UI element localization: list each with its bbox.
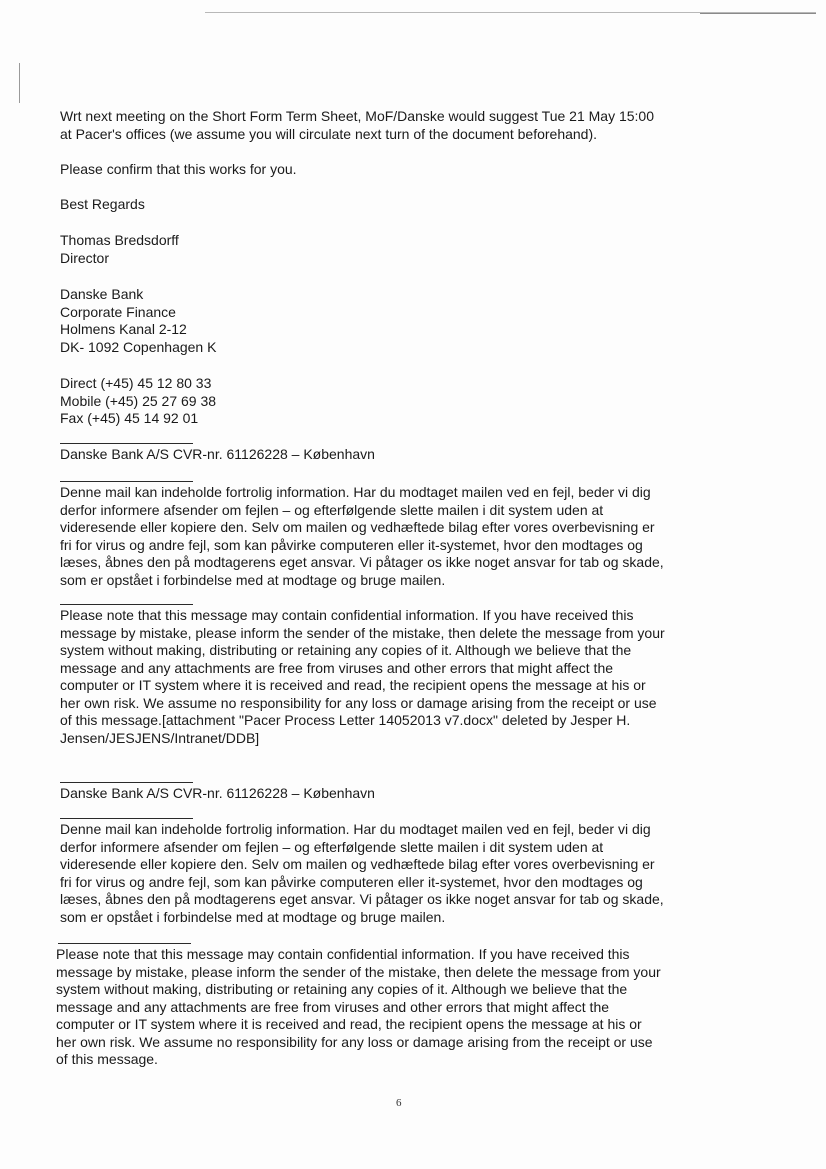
text-line: message and any attachments are free from viruses and other errors that might affect the — [60, 659, 614, 676]
signature-title: Director — [60, 249, 110, 266]
text-line: som er opstået i forbindelse med at modtage og bruge mailen. — [60, 571, 446, 588]
text-line: system without making, distributing or retaining any copies of it. Although we believe that the — [56, 981, 628, 997]
confirm-paragraph — [60, 161, 297, 179]
danish-disclaimer — [60, 821, 664, 926]
english-disclaimer — [60, 607, 665, 747]
text-line: message and any attachments are free from viruses and other errors that might affect the — [56, 998, 610, 1015]
text-line: message by mistake, please inform the sender of the mistake, then delete the message from your — [56, 963, 661, 980]
text-line: videresende eller kopiere den. Selv om mailen og vedhæftede bilag efter vores overbevisning er — [60, 519, 655, 535]
phone-line: Direct (+45) 45 12 80 33 — [60, 375, 212, 391]
scan-artifact-mark — [19, 63, 20, 103]
signature — [60, 232, 179, 267]
company-line — [60, 446, 375, 464]
text-line: computer or IT system where it is received and read, the recipient opens the message at his or — [56, 1016, 642, 1032]
page-number: 6 — [396, 1097, 402, 1109]
text-line: fri for virus og andre fejl, som kan påvirke computeren eller it-systemet, hvor den modtages og — [60, 873, 643, 890]
text-line: computer or IT system where it is received and read, the recipient opens the message at his or — [60, 677, 646, 693]
address-line: Danske Bank — [60, 286, 144, 302]
intro-paragraph — [60, 108, 654, 143]
separator-rule — [60, 782, 193, 783]
phone-block — [60, 375, 216, 428]
text-line: Please confirm that this works for you. — [60, 161, 297, 177]
text-line: derfor informere afsender om fejlen – og efterfølgende slette mailen i dit system uden at — [60, 838, 604, 855]
text-line: som er opstået i forbindelse med at modtage og bruge mailen. — [60, 908, 446, 925]
text-line: message by mistake, please inform the sender of the mistake, then delete the message from your — [60, 624, 665, 641]
address-line: DK- 1092 Copenhagen K — [60, 338, 217, 355]
scan-artifact-line — [700, 13, 816, 14]
text-line: fri for virus og andre fejl, som kan påvirke computeren eller it-systemet, hvor den modtages og — [60, 536, 643, 553]
text-line: læses, åbnes den på modtagerens eget ansvar. Vi påtager os ikke noget ansvar for tab og skade, — [60, 891, 664, 907]
danish-disclaimer — [60, 484, 664, 589]
text-line: Please note that this message may contain confidential information. If you have received this — [60, 607, 634, 623]
closing — [60, 196, 145, 214]
text-line: Danske Bank A/S CVR-nr. 61126228 – København — [60, 446, 375, 462]
signature-name: Thomas Bredsdorff — [60, 232, 179, 248]
text-line: of this message. — [56, 1051, 158, 1067]
separator-rule — [60, 604, 193, 605]
text-line: læses, åbnes den på modtagerens eget ansvar. Vi påtager os ikke noget ansvar for tab og skade, — [60, 554, 664, 570]
text-line: Danske Bank A/S CVR-nr. 61126228 – København — [60, 785, 375, 801]
text-line: Jensen/JESJENS/Intranet/DDB] — [60, 729, 260, 746]
text-line: Denne mail kan indeholde fortrolig information. Har du modtaget mailen ved en fejl, beder vi dig — [60, 821, 651, 837]
text-line: Wrt next meeting on the Short Form Term Sheet, MoF/Danske would suggest Tue 21 May 15:00 — [60, 108, 654, 124]
text-line: Best Regards — [60, 196, 145, 212]
text-line: her own risk. We assume no responsibility for any loss or damage arising from the receipt or use — [56, 1033, 653, 1050]
text-line: Please note that this message may contain confidential information. If you have received this — [56, 946, 630, 962]
separator-rule — [60, 818, 193, 819]
text-line: of this message.[attachment "Pacer Process Letter 14052013 v7.docx" deleted by Jesper H. — [60, 712, 631, 728]
address-block — [60, 286, 216, 356]
text-line: derfor informere afsender om fejlen – og efterfølgende slette mailen i dit system uden at — [60, 501, 604, 518]
separator-rule — [60, 443, 193, 444]
phone-line: Mobile (+45) 25 27 69 38 — [60, 392, 217, 409]
separator-rule — [60, 481, 193, 482]
text-line: Denne mail kan indeholde fortrolig information. Har du modtaget mailen ved en fejl, beder vi dig — [60, 484, 651, 500]
text-line: videresende eller kopiere den. Selv om mailen og vedhæftede bilag efter vores overbevisning er — [60, 856, 655, 872]
separator-rule — [58, 943, 191, 944]
phone-line: Fax (+45) 45 14 92 01 — [60, 410, 199, 426]
address-line: Holmens Kanal 2-12 — [60, 321, 187, 337]
company-line — [60, 785, 375, 803]
text-line: at Pacer's offices (we assume you will circulate next turn of the document beforehand). — [60, 125, 598, 142]
english-disclaimer — [56, 946, 661, 1069]
text-line: system without making, distributing or retaining any copies of it. Although we believe that the — [60, 642, 632, 658]
address-line: Corporate Finance — [60, 303, 176, 320]
text-line: her own risk. We assume no responsibility for any loss or damage arising from the receipt or use — [60, 694, 657, 711]
